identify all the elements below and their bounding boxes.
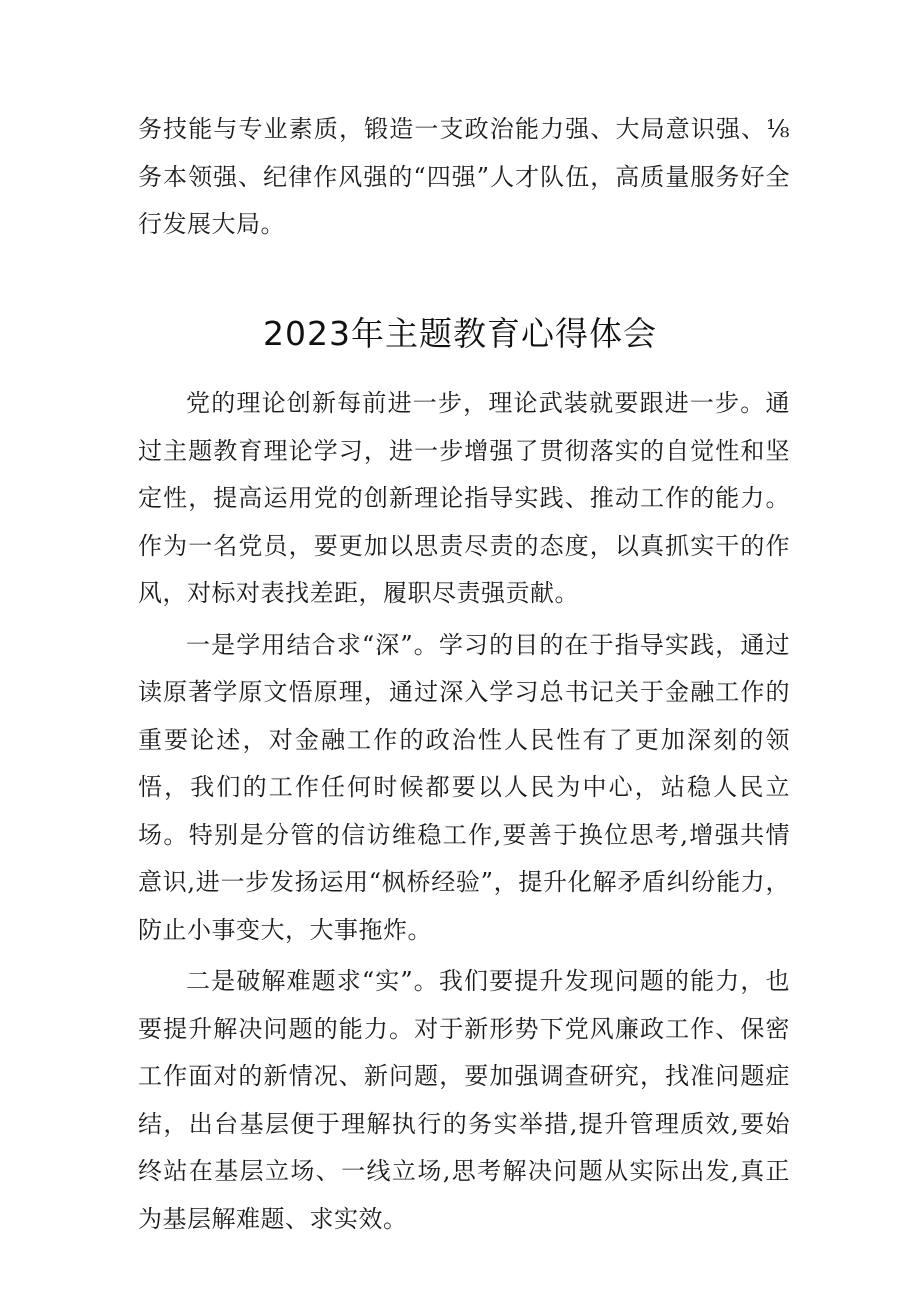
paragraph-point-two: 二是破解难题求“实”。我们要提升发现问题的能力，也要提升解决问题的能力。对于新形势下党风廉政工作、保密工作面对的新情况、新问题，要加强调查研究，找准问题症结，出台基层便于理解执行的务实举措,提升管理质效,要始终站在基层立场、一线立场,思考解决问题从实际出发,真正为基层解难题、求实效。 xyxy=(138,967,790,1233)
document-body xyxy=(138,380,790,1247)
continuation-text: 务技能与专业素质，锻造一支政治能力强、大局意识强、⅛务本领强、纪律作风强的“四强”人才队伍，高质量服务好全行发展大局。 xyxy=(138,115,790,238)
paragraph-point-one: 一是学用结合求“深”。学习的目的在于指导实践，通过读原著学原文悟原理，通过深入学习总书记关于金融工作的重要论述，对金融工作的政治性人民性有了更加深刻的领悟，我们的工作任何时候都要以人民为中心，站稳人民立场。特别是分管的信访维稳工作,要善于换位思考,增强共情意识,进一步发扬运用“枫桥经验”，提升化解矛盾纠纷能力，防止小事变大，大事拖炸。 xyxy=(138,630,790,944)
continuation-paragraph xyxy=(138,106,790,253)
paragraph-intro: 党的理论创新每前进一步，理论武装就要跟进一步。通过主题教育理论学习，进一步增强了贯彻落实的自觉性和坚定性，提高运用党的创新理论指导实践、推动工作的能力。作为一名党员，要更加以思责尽责的态度，以真抓实干的作风，对标对表找差距，履职尽责强贡献。 xyxy=(138,389,790,607)
document-title: 2023年主题教育心得体会 xyxy=(263,314,657,353)
